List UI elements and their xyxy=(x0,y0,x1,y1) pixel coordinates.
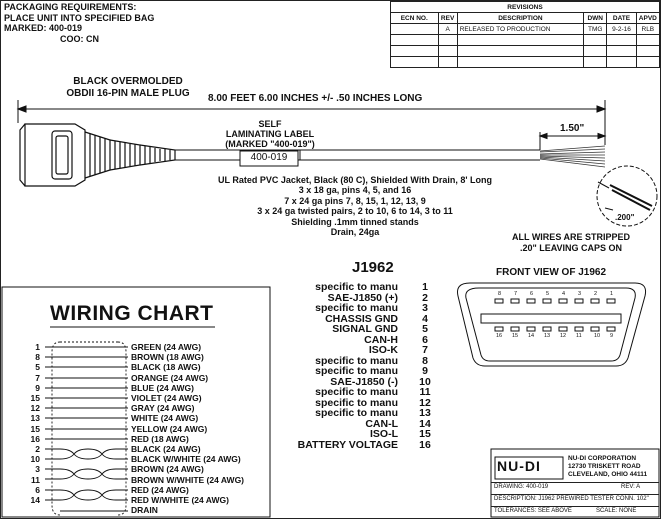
rev-header-apvd: APVD xyxy=(636,13,659,24)
pin-row: specific to manu 13 xyxy=(315,407,431,419)
wire-color: RED (18 AWG) xyxy=(131,433,189,444)
pin-row: SAE-J1850 (-) 10 xyxy=(330,375,431,388)
wire-pin: 15 xyxy=(30,423,40,434)
wire-color: BLACK (24 AWG) xyxy=(131,444,201,454)
cable-spec-line: 7 x 24 ga pins 7, 8, 15, 1, 12, 13, 9 xyxy=(284,195,426,206)
pin-row: ISO-L 15 xyxy=(370,428,431,440)
stripped-wires-drawing xyxy=(540,146,605,167)
wiring-chart-title: WIRING CHART xyxy=(50,302,214,325)
revision-letter: REV: A xyxy=(621,484,641,490)
wire-color: BLACK W/WHITE (24 AWG) xyxy=(131,454,241,465)
revision-row xyxy=(391,35,660,46)
rev-header-description: DESCRIPTION xyxy=(457,13,583,24)
wire-color: GREEN (24 AWG) xyxy=(131,342,202,352)
wire-color: BLUE (24 AWG) xyxy=(131,382,194,393)
wire-color: BROWN (18 AWG) xyxy=(131,352,204,363)
wiring-chart-lines xyxy=(45,342,128,515)
wire-color: VIOLET (24 AWG) xyxy=(131,393,202,403)
strip-dimension xyxy=(540,132,605,150)
cable-spec-line: UL Rated PVC Jacket, Black (80 C), Shielded With Drain, 8' Long xyxy=(218,175,492,185)
front-view-title: FRONT VIEW OF J1962 xyxy=(496,267,607,278)
revisions-header-row xyxy=(391,13,660,24)
pin-row: SIGNAL GND 5 xyxy=(332,323,428,335)
wire-pin: 5 xyxy=(35,362,40,373)
wire-color: BROWN (24 AWG) xyxy=(131,464,204,475)
wire-color: YELLOW (24 AWG) xyxy=(131,423,208,434)
pin-row: specific to manu 11 xyxy=(315,386,431,398)
rev-header-ecn: ECN NO. xyxy=(391,13,439,24)
packaging-line-4: COO: CN xyxy=(60,33,99,44)
pin-row: BATTERY VOLTAGE 16 xyxy=(297,438,431,451)
packaging-line-3: MARKED: 400-019 xyxy=(4,23,83,33)
wire-pin: 15 xyxy=(30,393,40,403)
company-logo: NU-DI xyxy=(497,458,541,474)
revision-row xyxy=(391,46,660,57)
wire-pin: 9 xyxy=(35,382,40,393)
strip-detail-label: .200" xyxy=(615,213,635,222)
front-view-bottom-pins xyxy=(495,327,615,331)
wire-color: BLACK (18 AWG) xyxy=(131,362,201,373)
pin-row: specific to manu 8 xyxy=(315,354,428,367)
revisions-table xyxy=(390,1,660,68)
plug-label xyxy=(38,76,218,100)
description-row xyxy=(491,494,659,504)
tolerances-row xyxy=(491,506,659,516)
j1962-title: J1962 xyxy=(352,259,394,276)
packaging-requirements xyxy=(4,2,154,44)
label-callout-line-2: LAMINATING LABEL xyxy=(225,129,315,139)
stripped-note-line-1: ALL WIRES ARE STRIPPED xyxy=(511,232,630,242)
packaging-line-1: PACKAGING REQUIREMENTS: xyxy=(4,2,137,12)
rev-header-rev: REV xyxy=(438,13,457,24)
wire-pin: 7 xyxy=(35,372,40,383)
wire-color: DRAIN xyxy=(131,505,158,516)
pin-row: specific to manu 9 xyxy=(315,365,428,377)
revisions-title: REVISIONS xyxy=(391,2,660,13)
cable-length-label: 8.00 FEET 6.00 INCHES +/- .50 INCHES LONG xyxy=(208,93,423,104)
obd-plug-drawing xyxy=(20,124,175,186)
wire-pin: 2 xyxy=(35,444,40,454)
pin-row: SAE-J1850 (+) 2 xyxy=(327,291,428,304)
revision-row: A RELEASED TO PRODUCTION TMG 9-2-16 RLB xyxy=(391,24,660,35)
cable-spec-line: 3 x 18 ga, pins 4, 5, and 16 xyxy=(298,185,412,196)
rev-header-dwn: DWN xyxy=(584,13,607,24)
plug-label-line-1: BLACK OVERMOLDED xyxy=(73,76,183,87)
wire-color: RED (24 AWG) xyxy=(131,484,189,495)
label-callout-line-1: SELF xyxy=(258,119,282,129)
wire-color: WHITE (24 AWG) xyxy=(131,413,199,424)
drawing-number-row xyxy=(491,482,659,492)
wire-pin: 14 xyxy=(30,495,40,505)
pin-row: CAN-H 6 xyxy=(364,333,428,346)
company-street: 12730 TRISKETT ROAD xyxy=(568,463,641,470)
wire-color: GRAY (24 AWG) xyxy=(131,403,195,414)
packaging-line-2: PLACE UNIT INTO SPECIFIED BAG xyxy=(4,12,155,23)
wire-color: BROWN W/WHITE (24 AWG) xyxy=(131,474,245,485)
pin-row: specific to manu 1 xyxy=(315,281,428,293)
wire-pin: 10 xyxy=(30,454,40,465)
strip-length-label: 1.50" xyxy=(560,123,585,134)
pin-row: ISO-K 7 xyxy=(368,344,428,356)
cable-spec-line: Drain, 24ga xyxy=(330,227,380,238)
drawing-description: DESCRIPTION: J1962 PREWIRED TESTER CONN. 102" xyxy=(494,496,649,502)
label-box-text: 400-019 xyxy=(250,152,288,163)
revision-row xyxy=(391,57,660,68)
wire-pin: 12 xyxy=(30,403,40,414)
plug-label-line-2: OBDII 16-PIN MALE PLUG xyxy=(66,88,190,99)
wire-pin: 3 xyxy=(35,464,40,475)
wire-pin: 13 xyxy=(30,413,40,424)
pin-row: CAN-L 14 xyxy=(365,417,431,430)
rev-header-date: DATE xyxy=(607,13,636,24)
cable-spec-line: 3 x 24 ga twisted pairs, 2 to 10, 6 to 14, 3 to 11 xyxy=(257,206,453,217)
label-callout xyxy=(190,119,350,149)
stripped-note-line-2: .20" LEAVING CAPS ON xyxy=(519,242,623,253)
company-name: NU-DI CORPORATION xyxy=(568,455,637,462)
pin-row: specific to manu 3 xyxy=(315,302,428,314)
pin-row: specific to manu 12 xyxy=(315,396,431,409)
label-callout-line-3: (MARKED "400-019") xyxy=(225,139,315,149)
scale: SCALE: NONE xyxy=(596,508,637,514)
company-city: CLEVELAND, OHIO 44111 xyxy=(568,471,648,478)
cable-spec-line: Shielding .1mm tinned stands xyxy=(291,216,419,227)
stripped-note xyxy=(496,232,646,253)
wire-pin: 8 xyxy=(35,352,40,363)
wire-pin: 6 xyxy=(35,484,40,495)
wire-pin xyxy=(0,505,40,515)
cable-spec xyxy=(205,175,505,237)
front-view-top-pins xyxy=(495,299,615,303)
wire-pin: 11 xyxy=(31,474,40,485)
title-block xyxy=(491,449,659,517)
wire-color: ORANGE (24 AWG) xyxy=(131,372,209,383)
pin-row: CHASSIS GND 4 xyxy=(325,312,428,325)
wire-color: RED W/WHITE (24 AWG) xyxy=(131,495,229,505)
cable-drawing xyxy=(175,150,540,160)
drawing-number: DRAWING: 400-019 xyxy=(494,484,549,490)
wire-pin: 16 xyxy=(30,433,40,444)
company-address xyxy=(568,455,647,479)
j1962-front-view xyxy=(458,283,646,366)
tolerances: TOLERANCES: SEE ABOVE xyxy=(494,508,572,514)
wire-pin: 1 xyxy=(35,342,40,352)
